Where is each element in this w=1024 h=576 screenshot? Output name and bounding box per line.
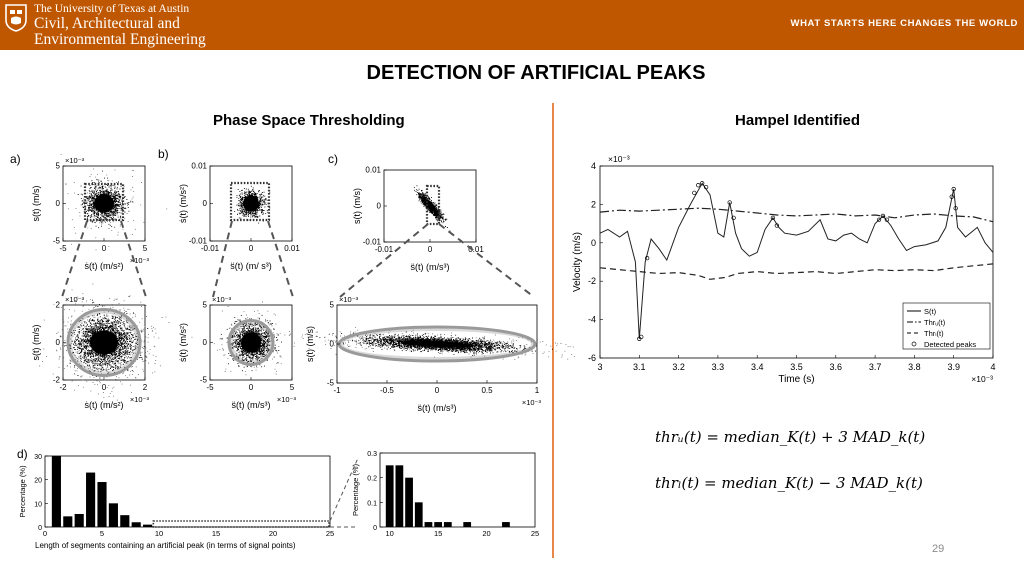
legend-entry: S(t) — [924, 307, 937, 316]
b_bottom-ytick: -5 — [199, 375, 207, 385]
c_bottom-xtick: 0.5 — [481, 386, 493, 395]
c_top-xtick: 0 — [427, 245, 433, 254]
phase-plot-a_bottom — [31, 284, 170, 410]
dense-core — [241, 333, 261, 353]
y-axis-label: Percentage (%) — [351, 463, 360, 517]
a_top-xtick: 0 — [101, 244, 107, 253]
c_bottom-ytick: -5 — [326, 378, 334, 388]
y-exponent: ×10⁻³ — [608, 154, 630, 164]
y-axis-label: s(t) (m/s) — [31, 324, 41, 361]
phase-plot-b_top — [178, 162, 300, 271]
x-tick-label: 3.7 — [868, 362, 882, 372]
c_bottom-xtick: 0 — [434, 386, 440, 395]
y-exponent: ×10⁻³ — [339, 295, 359, 304]
bar — [425, 522, 433, 527]
bar — [97, 482, 106, 527]
page-number: 29 — [932, 543, 945, 555]
x-tick-label: 4 — [990, 362, 996, 372]
x-tick-label: 20 — [482, 529, 491, 538]
bar — [502, 522, 510, 527]
x-exponent: ×10⁻³ — [971, 374, 993, 384]
y-tick-label: -2 — [587, 276, 596, 287]
c_bottom-ytick: 5 — [329, 300, 334, 310]
c_top-xtick: -0.01 — [374, 245, 394, 254]
b_bottom-xtick: -5 — [206, 383, 214, 392]
bar — [75, 514, 84, 527]
x-tick-label: 3.5 — [790, 362, 803, 372]
x-axis-label: s̈(t) (m/s³) — [231, 400, 271, 410]
y-tick-label: 0 — [590, 237, 596, 248]
lower-threshold-equation: thrₗ(t) = median_K(t) − 3 MAD_k(t) — [655, 474, 923, 492]
zoom-connector-line — [439, 224, 534, 297]
bar — [463, 522, 471, 527]
y-tick-label: 0 — [373, 525, 377, 532]
x-axis-label: s̈(t) (m/ s³) — [230, 261, 272, 271]
y-exponent: ×10⁻³ — [212, 295, 232, 304]
left-section-heading: Phase Space Thresholding — [213, 112, 405, 129]
a_top-xtick: 5 — [142, 244, 148, 253]
c_bottom-xtick: -1 — [333, 386, 341, 395]
y-tick-label: -6 — [587, 353, 596, 363]
y-axis-label: Percentage (%) — [18, 465, 27, 518]
a_top-ytick: 5 — [55, 161, 60, 171]
c_top-ytick: 0 — [376, 201, 381, 211]
x-axis-label: s̈(t) (m/s³) — [417, 403, 457, 413]
y-tick-label: -4 — [587, 314, 596, 325]
bar — [434, 522, 442, 527]
a_bottom-xtick: 2 — [142, 383, 148, 392]
dense-core — [90, 331, 118, 355]
c_bottom-xtick: -0.5 — [380, 386, 394, 395]
x-axis-label: s̈(t) (m/s³) — [410, 262, 450, 272]
x-tick-label: 10 — [385, 529, 394, 538]
y-axis-label: s(t) (m/s) — [352, 188, 362, 224]
bar — [120, 515, 129, 527]
panel-letter-a: a) — [10, 152, 21, 166]
upper-threshold-equation: thrᵤ(t) = median_K(t) + 3 MAD_k(t) — [655, 428, 926, 446]
a_top-ytick: 0 — [55, 199, 60, 209]
b_top-ytick: -0.01 — [188, 236, 207, 246]
x-tick-label: 3.4 — [750, 362, 764, 372]
y-tick-label: 2 — [590, 199, 596, 210]
dense-core — [94, 195, 114, 213]
legend-entry: Thrᵤ(t) — [924, 318, 946, 327]
y-tick-label: 0 — [38, 525, 42, 532]
y-tick-label: 0.3 — [367, 451, 377, 458]
chart-legend — [903, 303, 990, 349]
university-name: The University of Texas at Austin — [34, 3, 190, 15]
b_bottom-xtick: 5 — [289, 383, 295, 392]
department-name-line2: Environmental Engineering — [34, 31, 206, 48]
phase-plot-b_bottom — [178, 295, 296, 410]
x-exponent: ×10⁻³ — [129, 395, 149, 404]
a_bottom-xtick: 0 — [101, 383, 107, 392]
y-tick-label: 0.2 — [367, 475, 377, 483]
y-axis-label: s(t) (m/s) — [31, 185, 41, 222]
c_bottom-ytick: 0 — [329, 339, 334, 349]
a_bottom-xtick: -2 — [59, 383, 67, 392]
y-exponent: ×10⁻³ — [65, 156, 85, 165]
bar — [444, 522, 452, 527]
b_top-xtick: 0.01 — [284, 244, 300, 253]
x-tick-label: 10 — [154, 529, 164, 538]
slide-title: DETECTION OF ARTIFICIAL PEAKS — [366, 62, 706, 84]
b_bottom-xtick: 0 — [248, 383, 254, 392]
department-name-line1: Civil, Architectural and — [34, 15, 180, 32]
phase-plot-a_top — [31, 155, 167, 271]
y-axis-label: s(t) (m/s) — [305, 326, 315, 362]
x-tick-label: 0 — [42, 529, 48, 538]
x-tick-label: 3.3 — [711, 362, 725, 372]
bar — [386, 465, 394, 527]
panel-letter-d: d) — [17, 447, 28, 461]
a_top-ytick: -5 — [52, 236, 60, 246]
x-exponent: ×10⁻³ — [276, 395, 296, 404]
bar — [86, 473, 95, 527]
x-tick-label: 3.8 — [908, 362, 921, 372]
bar-chart-1 — [351, 451, 539, 538]
y-tick-label: 20 — [34, 477, 42, 485]
bar — [415, 502, 423, 527]
x-tick-label: 3 — [597, 362, 603, 372]
x-tick-label: 25 — [530, 529, 540, 538]
y-tick-label: 0.1 — [367, 500, 377, 508]
c_top-xtick: 0.01 — [468, 245, 484, 254]
a_bottom-ytick: 2 — [55, 300, 60, 310]
y-axis-label: Velocity (m/s) — [572, 231, 583, 293]
x-tick-label: 25 — [325, 529, 335, 538]
legend-entry: Detected peaks — [924, 340, 977, 349]
y-exponent: ×10⁻³ — [65, 295, 85, 304]
x-axis-label: Time (s) — [778, 374, 815, 385]
x-axis-label: Length of segments containing an artificial peak (in terms of signal points) — [35, 541, 296, 550]
x-exponent: ×10⁻³ — [129, 256, 149, 265]
panel-letter-b: b) — [158, 147, 169, 161]
a_bottom-ytick: 0 — [55, 338, 60, 348]
x-tick-label: 3.9 — [947, 362, 960, 372]
x-axis-label: ṡ(t) (m/s²) — [84, 261, 124, 271]
legend-entry: Thrₗ(t) — [924, 329, 944, 338]
x-tick-label: 15 — [433, 529, 443, 538]
dense-core — [243, 196, 259, 212]
bar — [52, 456, 61, 527]
y-tick-label: 10 — [34, 501, 42, 509]
b_bottom-ytick: 5 — [202, 300, 207, 310]
b_top-ytick: 0 — [202, 199, 207, 209]
x-tick-label: 3.1 — [633, 362, 646, 372]
y-tick-label: 4 — [590, 161, 596, 171]
y-axis-label: ṡ(t) (m/s²) — [178, 323, 188, 362]
x-tick-label: 20 — [268, 529, 278, 538]
b_bottom-ytick: 0 — [202, 338, 207, 348]
y-tick-label: 30 — [34, 454, 42, 461]
right-section-heading: Hampel Identified — [735, 112, 861, 129]
c_top-ytick: -0.01 — [362, 237, 381, 247]
b_top-xtick: 0 — [248, 244, 254, 253]
c_bottom-xtick: 1 — [534, 386, 540, 395]
x-tick-label: 15 — [211, 529, 221, 538]
a_top-xtick: -5 — [59, 244, 67, 253]
tagline: WHAT STARTS HERE CHANGES THE WORLD — [790, 18, 1018, 29]
x-tick-label: 5 — [99, 529, 105, 538]
bar — [109, 503, 118, 527]
bar — [63, 516, 72, 527]
bar — [143, 525, 152, 527]
bar — [396, 465, 404, 527]
x-axis-label: ṡ(t) (m/s²) — [84, 400, 124, 410]
hampel-chart — [572, 154, 996, 385]
b_top-xtick: -0.01 — [200, 244, 220, 253]
bar — [132, 522, 141, 527]
a_bottom-ytick: -2 — [52, 375, 60, 385]
x-tick-label: 3.6 — [829, 362, 843, 372]
x-tick-label: 3.2 — [672, 362, 685, 372]
x-exponent: ×10⁻³ — [521, 398, 541, 407]
bar-chart-0 — [18, 454, 334, 550]
c_top-ytick: 0.01 — [365, 165, 381, 175]
phase-plot-c_top — [352, 166, 484, 272]
y-axis-label: ṡ(t) (m/s²) — [178, 184, 188, 223]
panel-letter-c: c) — [328, 152, 338, 166]
b_top-ytick: 0.01 — [191, 161, 207, 171]
bar — [405, 478, 413, 527]
